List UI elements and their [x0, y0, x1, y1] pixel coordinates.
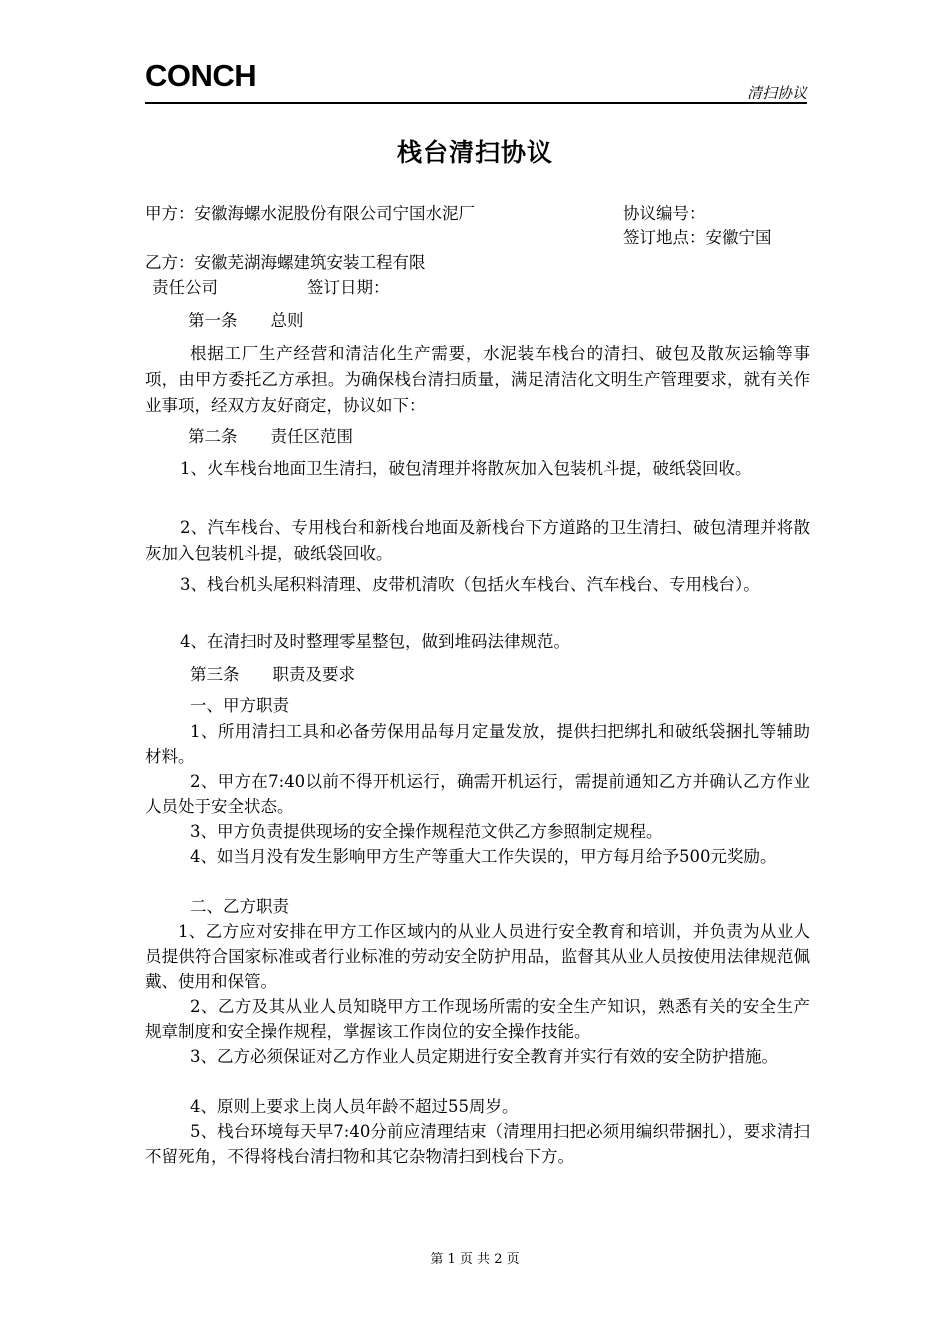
section-b-item: 3、乙方必须保证对乙方作业人员定期进行安全教育并实行有效的安全防护措施。	[190, 1047, 778, 1066]
article3-heading: 第三条 职责及要求	[190, 665, 355, 684]
section-a-item: 4、如当月没有发生影响甲方生产等重大工作失误的，甲方每月给予500元奖励。	[190, 847, 777, 866]
section-a-item: 3、甲方负责提供现场的安全操作规程范文供乙方参照制定规程。	[190, 822, 663, 841]
party-b-line2: 责任公司	[152, 278, 218, 297]
conch-logo: CONCH	[145, 58, 257, 93]
header-divider	[145, 102, 807, 104]
article1-text: 根据工厂生产经营和清洁化生产需要，水泥装车栈台的清扫、破包及散灰运输等事项，由甲方委托乙方承担。为确保栈台清扫质量，满足清洁化文明生产管理要求，就有关作业事项，经双方友好商定，协议如下：	[145, 344, 810, 415]
signing-date-label: 签订日期：	[307, 278, 390, 297]
section-b-item: 2、乙方及其从业人员知晓甲方工作现场所需的安全生产知识，熟悉有关的安全生产规章制度和安全操作规程，掌握该工作岗位的安全操作技能。	[145, 997, 810, 1041]
article2-item: 2、汽车栈台、专用栈台和新栈台地面及新栈台下方道路的卫生清扫、破包清理并将散灰加入包装机斗提，破纸袋回收。	[145, 518, 810, 563]
article1-heading: 第一条 总则	[188, 311, 304, 330]
article2-heading: 第二条 责任区范围	[188, 427, 353, 446]
header-tag: 清扫协议	[746, 84, 807, 102]
article2-item: 1、火车栈台地面卫生清扫，破包清理并将散灰加入包装机斗提，破纸袋回收。	[180, 459, 752, 478]
section-a-item: 2、甲方在7:40以前不得开机运行，确需开机运行，需提前通知乙方并确认乙方作业人员处于安全状态。	[145, 772, 810, 816]
section-b-heading: 二、乙方职责	[190, 897, 289, 916]
article2-item: 3、栈台机头尾积料清理、皮带机清吹（包括火车栈台、汽车栈台、专用栈台）。	[180, 575, 760, 594]
section-b-item: 1、乙方应对安排在甲方工作区域内的从业人员进行安全教育和培训，并负责为从业人员提供符合国家标准或者行业标准的劳动安全防护用品，监督其从业人员按使用法律规范佩戴、使用和保管。	[145, 922, 810, 991]
page-footer: 第 1 页 共 2 页	[430, 1252, 520, 1267]
section-b-item: 4、原则上要求上岗人员年龄不超过55周岁。	[190, 1097, 519, 1116]
document-title: 栈台清扫协议	[396, 138, 553, 167]
section-a-item: 1、所用清扫工具和必备劳保用品每月定量发放，提供扫把绑扎和破纸袋捆扎等辅助材料。	[145, 722, 810, 766]
party-a: 甲方：安徽海螺水泥股份有限公司宁国水泥厂	[145, 204, 475, 223]
section-a-heading: 一、甲方职责	[190, 696, 289, 715]
agreement-no-label: 协议编号：	[623, 204, 706, 223]
section-b-item: 5、栈台环境每天早7:40分前应清理结束（清理用扫把必须用编织带捆扎），要求清扫不留死角，不得将栈台清扫物和其它杂物清扫到栈台下方。	[145, 1122, 810, 1166]
signing-place: 签订地点：安徽宁国	[623, 228, 772, 247]
party-b-line1: 乙方：安徽芜湖海螺建筑安装工程有限	[145, 253, 426, 272]
article2-item: 4、在清扫时及时整理零星整包，做到堆码法律规范。	[180, 632, 570, 651]
